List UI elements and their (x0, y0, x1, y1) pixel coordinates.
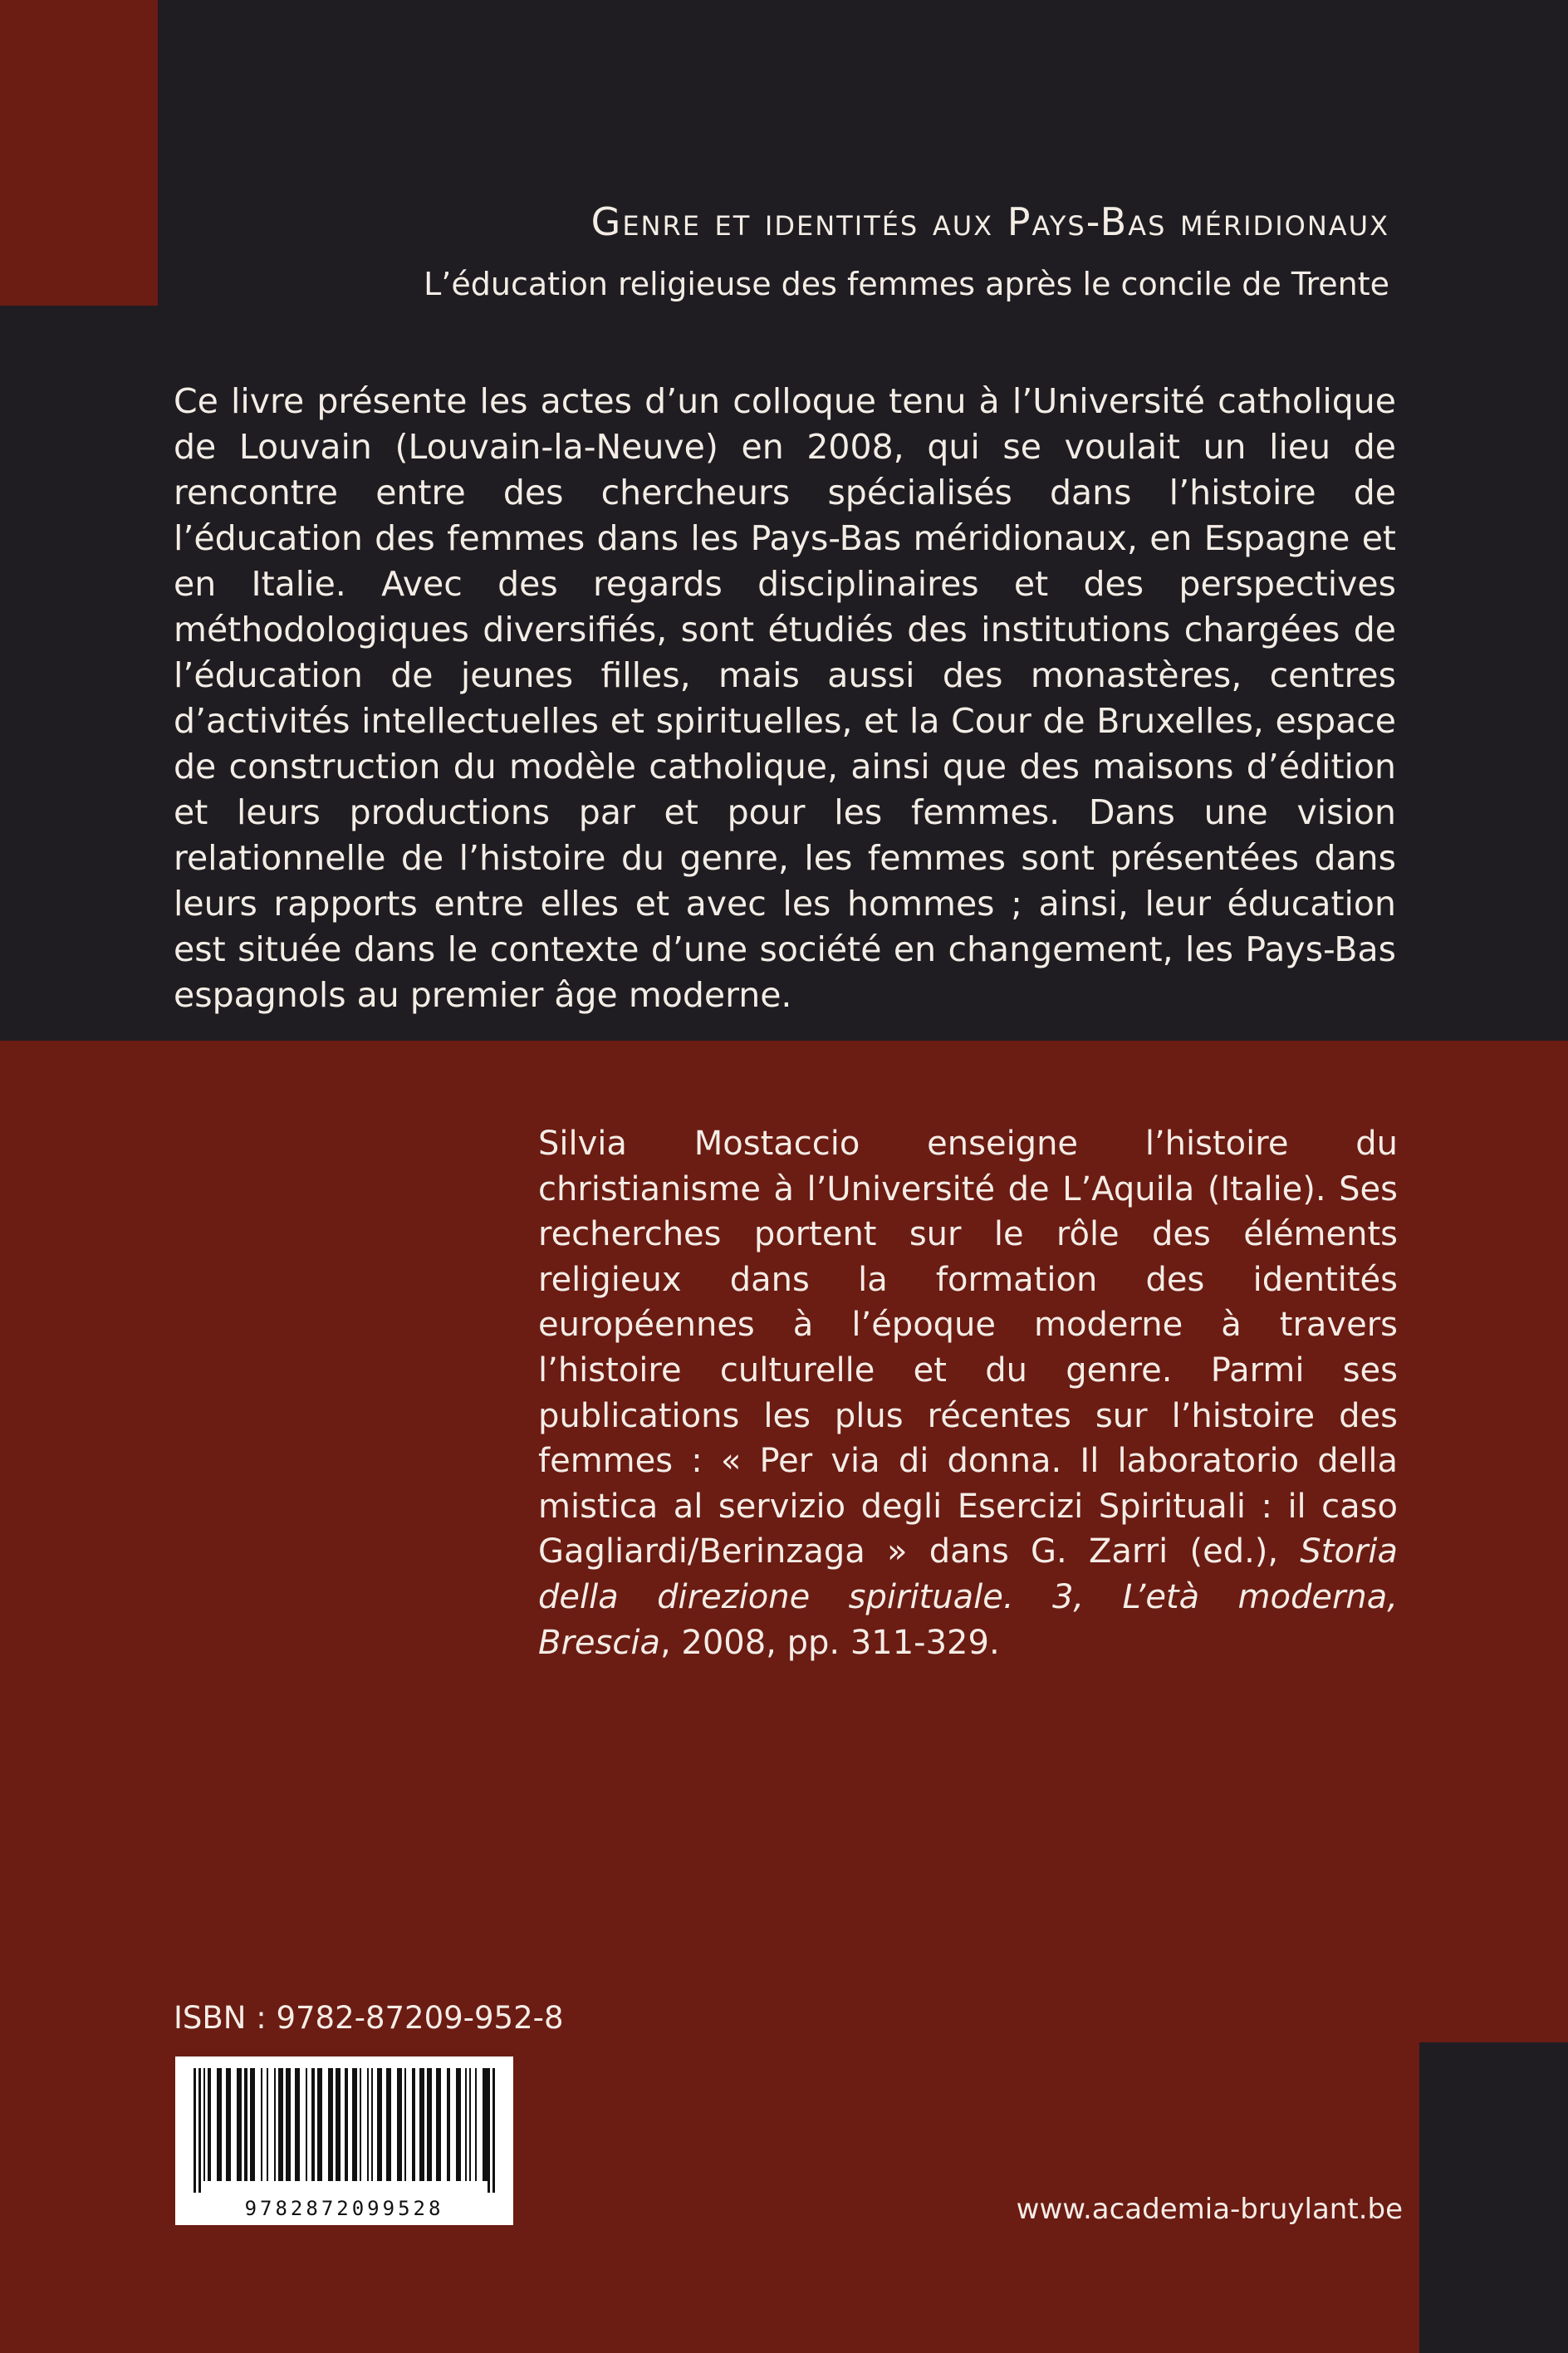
book-subtitle: L’éducation religieuse des femmes après le concile de Trente (424, 266, 1389, 302)
barcode-bar (217, 2068, 222, 2181)
barcode-bar (377, 2068, 382, 2181)
barcode-bar (436, 2068, 441, 2181)
barcode-bar (386, 2068, 391, 2181)
barcode-bar (328, 2068, 333, 2181)
barcode-bar (447, 2068, 450, 2181)
barcode-bar (360, 2068, 361, 2181)
isbn-label: ISBN : 9782-87209-952-8 (174, 2000, 564, 2036)
book-title: Genre et identités aux Pays-Bas méridionaux (590, 199, 1389, 244)
barcode-bar (261, 2068, 262, 2181)
barcode-bar (475, 2068, 477, 2181)
barcode-bar (397, 2068, 402, 2181)
barcode-bar (194, 2068, 196, 2193)
barcode-bar (336, 2068, 341, 2181)
book-description: Ce livre présente les actes d’un colloque tenu à l’Université catholique de Louvain (Louvain-la-Neuve) en 2008, qui se voulait un lieu de rencontre entre des chercheurs spécialisés dans l’histoire de l’éducation des femmes dans les Pays-Bas méridionaux, en Espagne et en Italie. Avec des regards disciplinaires et des perspectives méthodologiques diversifiés, sont étudiés des institutions chargées de l’éducation de jeunes filles, mais aussi des monastères, centres d’activités intellectuelles et spirituelles, et la Cour de Bruxelles, espace de construction du modèle catholique, ainsi que des maisons d’édition et leurs productions par et pour les femmes. Dans une vision relationnelle de l’histoire du genre, les femmes sont présentées dans leurs rapports entre elles et avec les hommes ; ainsi, leur éducation est située dans le contexte d’une société en changement, les Pays-Bas espagnols au premier âge moderne. (174, 381, 1396, 1015)
author-bio-tail: , 2008, pp. 311-329. (659, 1623, 1000, 1662)
barcode-bar (250, 2068, 255, 2181)
barcode-bar (419, 2068, 424, 2181)
corner-block-bottom-right (1419, 2042, 1568, 2353)
barcode-bars (175, 2056, 513, 2198)
barcode-bar (371, 2068, 373, 2181)
barcode-bar (311, 2068, 315, 2181)
barcode-bar (244, 2068, 247, 2181)
barcode-bar (483, 2068, 488, 2181)
barcode-bar (317, 2068, 322, 2181)
author-bio-italic-title: Storia della direzione spirituale. 3, L’età moderna, Brescia (538, 1532, 1399, 1662)
barcode-bar (367, 2068, 369, 2181)
barcode-bar (469, 2068, 471, 2181)
barcode-bar (306, 2068, 307, 2181)
barcode-bar (412, 2068, 415, 2181)
barcode-bar (465, 2068, 467, 2181)
barcode-bar (456, 2068, 461, 2181)
barcode-bar (278, 2068, 283, 2181)
author-bio-text: Silvia Mostaccio enseigne l’histoire du christianisme à l’Université de L’Aquila (Italie). Ses recherches portent sur le rôle des éléments religieux dans la formation des identités européennes à l’époque moderne à travers l’histoire culturelle et du genre. Parmi ses publications les plus récentes sur l’histoire des femmes : « Per via di donna. Il laboratorio della mistica al servizio degli Esercizi Spirituali : il caso Gagliardi/Berinzaga » dans G. Zarri (ed.), (538, 1125, 1398, 1571)
barcode-digits: 9782872099528 (244, 2197, 444, 2220)
barcode-bar (198, 2068, 201, 2193)
barcode-bar (404, 2068, 406, 2181)
barcode-bar (295, 2068, 300, 2181)
author-bio (538, 1121, 1398, 1665)
barcode-bar (203, 2068, 205, 2181)
barcode-bar (237, 2068, 242, 2181)
barcode-bar (274, 2068, 276, 2181)
barcode-bar (352, 2068, 357, 2181)
barcode-bar (488, 2068, 490, 2193)
barcode (175, 2056, 513, 2225)
barcode-bar (208, 2068, 211, 2181)
publisher-website: www.academia-bruylant.be (1016, 2193, 1403, 2226)
barcode-bar (492, 2068, 495, 2193)
barcode-bar (267, 2068, 268, 2181)
barcode-bar (226, 2068, 231, 2181)
barcode-bar (286, 2068, 291, 2181)
barcode-bar (427, 2068, 432, 2181)
corner-block-top-left (0, 0, 158, 306)
barcode-bar (345, 2068, 348, 2181)
